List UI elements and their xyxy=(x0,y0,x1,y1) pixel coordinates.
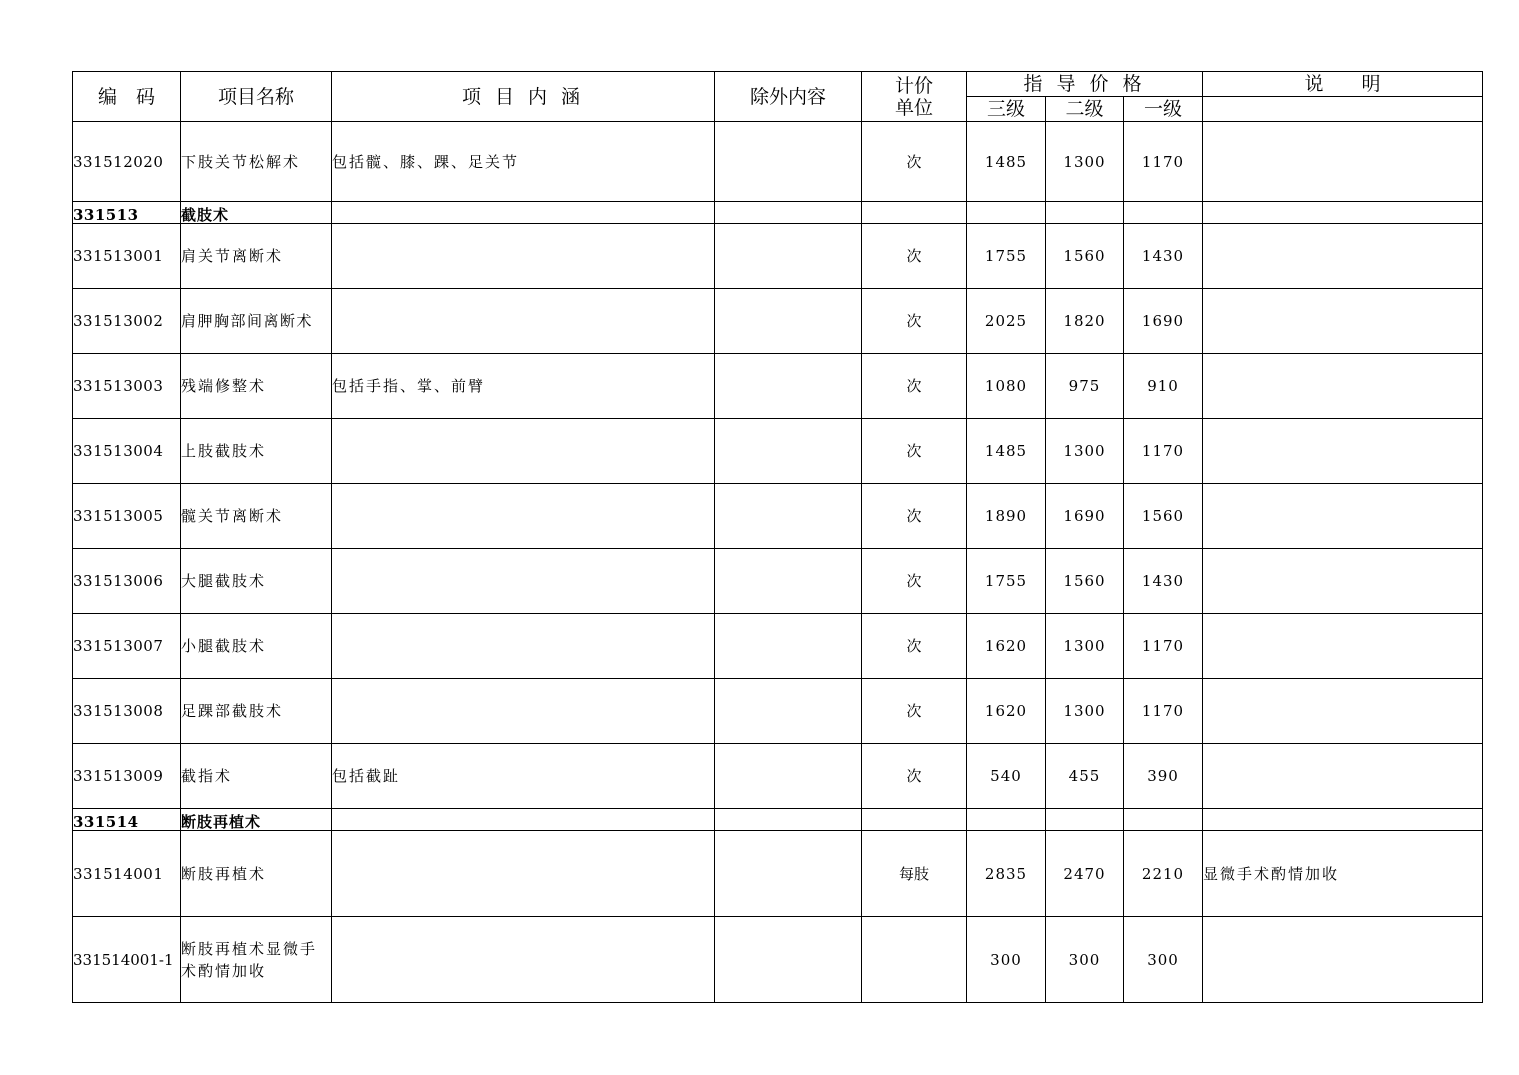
price-table xyxy=(72,71,1483,1003)
cell-price-tier3: 1485 xyxy=(967,122,1046,202)
cell-price-tier3: 1620 xyxy=(967,614,1046,679)
cell-name: 肩关节离断术 xyxy=(181,224,332,289)
category-blank xyxy=(967,202,1046,224)
table-row xyxy=(73,224,1483,289)
cell-name: 髋关节离断术 xyxy=(181,484,332,549)
category-name: 断肢再植术 xyxy=(181,809,332,831)
cell-price-tier2: 1300 xyxy=(1046,419,1124,484)
cell-remark xyxy=(1203,744,1483,809)
cell-exclusions xyxy=(715,224,862,289)
cell-price-tier1: 910 xyxy=(1124,354,1203,419)
table-row xyxy=(73,831,1483,917)
cell-exclusions xyxy=(715,679,862,744)
cell-unit: 次 xyxy=(862,549,967,614)
cell-price-tier2: 1560 xyxy=(1046,224,1124,289)
cell-code: 331513001 xyxy=(73,224,181,289)
cell-price-tier3: 2025 xyxy=(967,289,1046,354)
header-code: 编 码 xyxy=(73,72,181,122)
category-blank xyxy=(1124,202,1203,224)
cell-price-tier2: 455 xyxy=(1046,744,1124,809)
cell-exclusions xyxy=(715,289,862,354)
cell-content xyxy=(332,831,715,917)
category-blank xyxy=(715,809,862,831)
category-blank xyxy=(862,202,967,224)
cell-exclusions xyxy=(715,614,862,679)
cell-name: 小腿截肢术 xyxy=(181,614,332,679)
category-blank xyxy=(1203,202,1483,224)
cell-remark xyxy=(1203,484,1483,549)
category-blank xyxy=(967,809,1046,831)
table-row xyxy=(73,289,1483,354)
table-row xyxy=(73,419,1483,484)
cell-price-tier2: 1300 xyxy=(1046,122,1124,202)
table-row xyxy=(73,744,1483,809)
cell-remark xyxy=(1203,289,1483,354)
cell-code: 331514001-1 xyxy=(73,917,181,1003)
cell-price-tier1: 1170 xyxy=(1124,419,1203,484)
cell-price-tier1: 1690 xyxy=(1124,289,1203,354)
cell-price-tier1: 390 xyxy=(1124,744,1203,809)
category-blank xyxy=(1124,809,1203,831)
cell-content xyxy=(332,614,715,679)
header-tier1: 一级 xyxy=(1124,97,1203,122)
cell-unit: 每肢 xyxy=(862,831,967,917)
cell-name: 下肢关节松解术 xyxy=(181,122,332,202)
category-blank xyxy=(1046,202,1124,224)
header-unit-line2: 单位 xyxy=(894,96,933,119)
cell-price-tier1: 1170 xyxy=(1124,679,1203,744)
cell-price-tier3: 2835 xyxy=(967,831,1046,917)
cell-price-tier3: 300 xyxy=(967,917,1046,1003)
header-unit-line1: 计价 xyxy=(894,74,933,97)
cell-price-tier1: 1170 xyxy=(1124,614,1203,679)
table-row xyxy=(73,614,1483,679)
cell-price-tier3: 540 xyxy=(967,744,1046,809)
header-remark: 说 明 xyxy=(1203,72,1483,97)
cell-unit: 次 xyxy=(862,679,967,744)
table-row xyxy=(73,917,1483,1003)
cell-remark xyxy=(1203,419,1483,484)
cell-code: 331513009 xyxy=(73,744,181,809)
cell-price-tier3: 1080 xyxy=(967,354,1046,419)
cell-content: 包括髋、膝、踝、足关节 xyxy=(332,122,715,202)
cell-content xyxy=(332,289,715,354)
cell-price-tier2: 1690 xyxy=(1046,484,1124,549)
cell-price-tier1: 1560 xyxy=(1124,484,1203,549)
category-blank xyxy=(1203,809,1483,831)
cell-exclusions xyxy=(715,549,862,614)
cell-price-tier1: 1430 xyxy=(1124,224,1203,289)
cell-exclusions xyxy=(715,122,862,202)
cell-price-tier1: 1430 xyxy=(1124,549,1203,614)
cell-content xyxy=(332,419,715,484)
table-row xyxy=(73,122,1483,202)
cell-content xyxy=(332,917,715,1003)
cell-remark: 显微手术酌情加收 xyxy=(1203,831,1483,917)
cell-content: 包括截趾 xyxy=(332,744,715,809)
cell-price-tier1: 300 xyxy=(1124,917,1203,1003)
cell-price-tier2: 1300 xyxy=(1046,614,1124,679)
category-code: 331514 xyxy=(73,809,181,831)
cell-remark xyxy=(1203,917,1483,1003)
cell-price-tier2: 1820 xyxy=(1046,289,1124,354)
cell-price-tier2: 2470 xyxy=(1046,831,1124,917)
header-remark-blank xyxy=(1203,97,1483,122)
cell-remark xyxy=(1203,614,1483,679)
cell-price-tier3: 1485 xyxy=(967,419,1046,484)
cell-code: 331512020 xyxy=(73,122,181,202)
cell-exclusions xyxy=(715,744,862,809)
cell-content: 包括手指、掌、前臂 xyxy=(332,354,715,419)
category-blank xyxy=(332,202,715,224)
header-name: 项目名称 xyxy=(181,72,332,122)
cell-unit xyxy=(862,917,967,1003)
cell-price-tier2: 975 xyxy=(1046,354,1124,419)
cell-unit: 次 xyxy=(862,224,967,289)
cell-unit: 次 xyxy=(862,614,967,679)
cell-exclusions xyxy=(715,831,862,917)
cell-code: 331513006 xyxy=(73,549,181,614)
header-unit xyxy=(862,72,967,122)
cell-code: 331513002 xyxy=(73,289,181,354)
cell-exclusions xyxy=(715,354,862,419)
table-row xyxy=(73,549,1483,614)
cell-remark xyxy=(1203,679,1483,744)
cell-remark xyxy=(1203,122,1483,202)
cell-code: 331513004 xyxy=(73,419,181,484)
cell-name: 残端修整术 xyxy=(181,354,332,419)
cell-price-tier3: 1620 xyxy=(967,679,1046,744)
cell-content xyxy=(332,679,715,744)
table-row xyxy=(73,484,1483,549)
header-guide-price: 指 导 价 格 xyxy=(967,72,1203,97)
cell-content xyxy=(332,224,715,289)
cell-code: 331513003 xyxy=(73,354,181,419)
cell-unit: 次 xyxy=(862,484,967,549)
cell-unit: 次 xyxy=(862,354,967,419)
category-row xyxy=(73,809,1483,831)
header-tier3: 三级 xyxy=(967,97,1046,122)
cell-price-tier2: 300 xyxy=(1046,917,1124,1003)
category-code: 331513 xyxy=(73,202,181,224)
cell-unit: 次 xyxy=(862,122,967,202)
header-row-top xyxy=(73,72,1483,97)
table-row xyxy=(73,354,1483,419)
header-exclusions: 除外内容 xyxy=(715,72,862,122)
cell-code: 331514001 xyxy=(73,831,181,917)
table-row xyxy=(73,679,1483,744)
cell-exclusions xyxy=(715,419,862,484)
cell-name: 截指术 xyxy=(181,744,332,809)
cell-price-tier3: 1755 xyxy=(967,224,1046,289)
cell-price-tier3: 1755 xyxy=(967,549,1046,614)
category-name: 截肢术 xyxy=(181,202,332,224)
category-blank xyxy=(332,809,715,831)
cell-code: 331513007 xyxy=(73,614,181,679)
category-blank xyxy=(862,809,967,831)
cell-code: 331513005 xyxy=(73,484,181,549)
cell-remark xyxy=(1203,224,1483,289)
cell-name: 上肢截肢术 xyxy=(181,419,332,484)
category-blank xyxy=(715,202,862,224)
cell-code: 331513008 xyxy=(73,679,181,744)
category-blank xyxy=(1046,809,1124,831)
cell-remark xyxy=(1203,549,1483,614)
category-row xyxy=(73,202,1483,224)
cell-price-tier2: 1300 xyxy=(1046,679,1124,744)
cell-content xyxy=(332,484,715,549)
header-content: 项 目 内 涵 xyxy=(332,72,715,122)
cell-name: 肩胛胸部间离断术 xyxy=(181,289,332,354)
cell-unit: 次 xyxy=(862,289,967,354)
cell-remark xyxy=(1203,354,1483,419)
cell-price-tier1: 1170 xyxy=(1124,122,1203,202)
cell-content xyxy=(332,549,715,614)
cell-price-tier3: 1890 xyxy=(967,484,1046,549)
cell-unit: 次 xyxy=(862,419,967,484)
cell-price-tier2: 1560 xyxy=(1046,549,1124,614)
cell-price-tier1: 2210 xyxy=(1124,831,1203,917)
cell-exclusions xyxy=(715,917,862,1003)
cell-name: 断肢再植术显微手术酌情加收 xyxy=(181,917,332,1003)
cell-name: 足踝部截肢术 xyxy=(181,679,332,744)
cell-name: 断肢再植术 xyxy=(181,831,332,917)
cell-exclusions xyxy=(715,484,862,549)
cell-unit: 次 xyxy=(862,744,967,809)
cell-name: 大腿截肢术 xyxy=(181,549,332,614)
header-tier2: 二级 xyxy=(1046,97,1124,122)
